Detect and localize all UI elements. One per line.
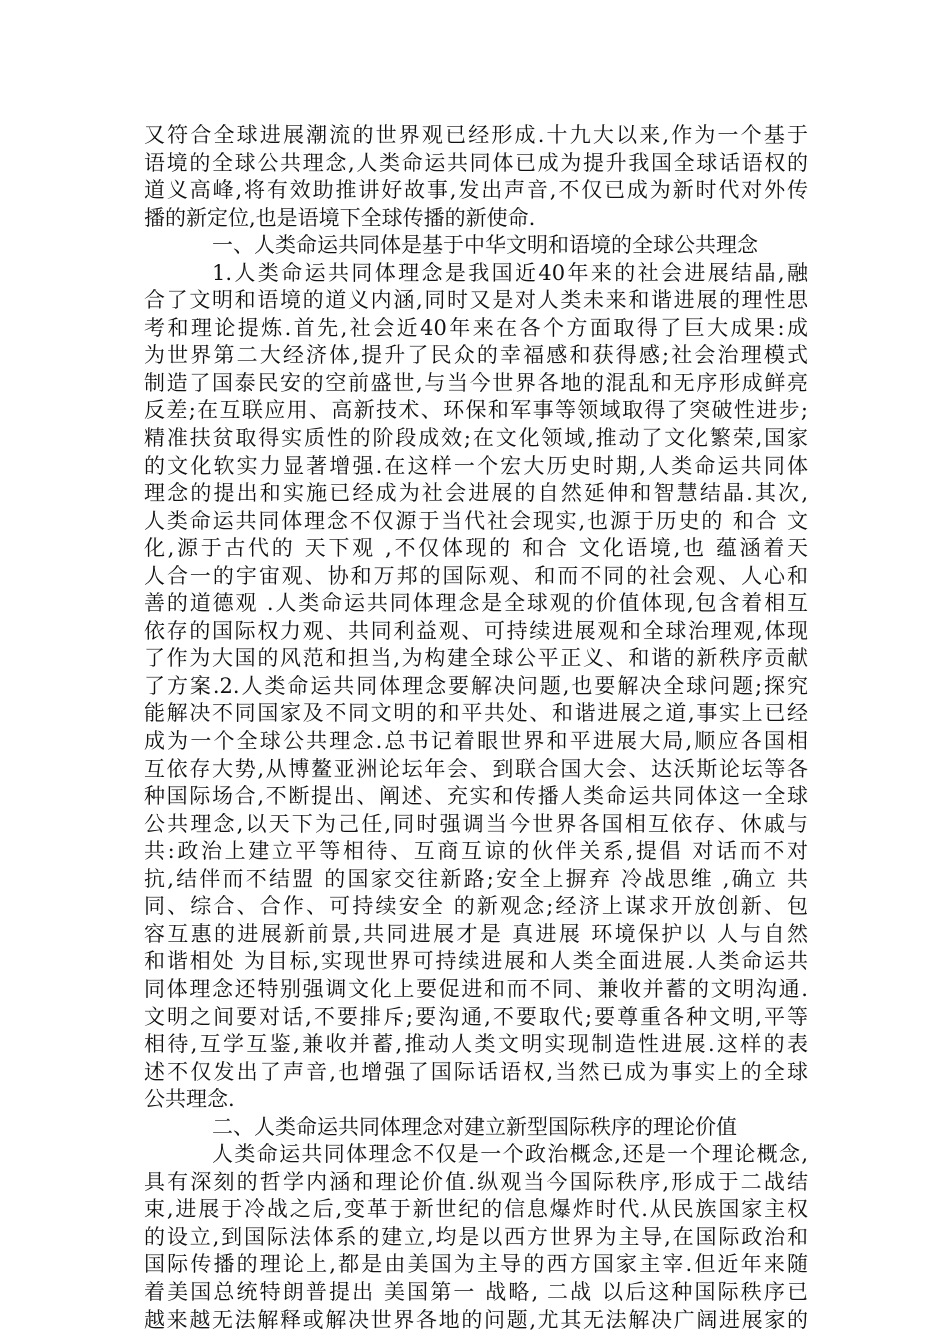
text-line: 同、综合、合作、可持续安全 的新观念;经济上谋求开放创新、包 xyxy=(144,894,808,919)
text-line: 制造了国泰民安的空前盛世,与当今世界各地的混乱和无序形成鲜亮 xyxy=(144,370,808,395)
document-page xyxy=(144,122,808,1334)
text-line: 公共理念. xyxy=(144,1087,235,1112)
text-line: 依存的国际权力观、共同利益观、可持续进展观和全球治理观,体现 xyxy=(144,618,808,643)
text-line: 考和理论提炼.首先,社会近40年来在各个方面取得了巨大成果:成 xyxy=(144,315,808,340)
text-line: 互依存大势,从博鳌亚洲论坛年会、到联合国大会、达沃斯论坛等各 xyxy=(144,756,808,781)
text-line: 播的新定位,也是语境下全球传播的新使命. xyxy=(144,205,536,230)
document-body xyxy=(144,122,808,1334)
text-line: 越来越无法解释或解决世界各地的问题,尤其无法解决广阔进展家的 xyxy=(144,1307,808,1332)
text-line: 种国际场合,不断提出、阐述、充实和传播人类命运共同体这一全球 xyxy=(144,784,808,809)
text-line: 人合一的宇宙观、协和万邦的国际观、和而不同的社会观、人心和 xyxy=(144,563,808,588)
text-line: 精准扶贫取得实质性的阶段成效;在文化领域,推动了文化繁荣,国家 xyxy=(144,426,808,451)
text-line: 述不仅发出了声音,也增强了国际话语权,当然已成为事实上的全球 xyxy=(144,1059,808,1084)
text-line: 善的道德观 .人类命运共同体理念是全球观的价值体现,包含着相互 xyxy=(144,591,808,616)
text-line: 国际传播的理论上,都是由美国为主导的西方国家主宰.但近年来随 xyxy=(144,1252,808,1277)
text-line: 反差;在互联应用、高新技术、环保和军事等领域取得了突破性进步; xyxy=(144,398,808,423)
text-line: 了方案.2.人类命运共同体理念要解决问题,也要解决全球问题;探究 xyxy=(144,673,808,698)
section-heading: 二、人类命运共同体理念对建立新型国际秩序的理论价值 xyxy=(212,1114,737,1139)
text-line: 的设立,到国际法体系的建立,均是以西方世界为主导,在国际政治和 xyxy=(144,1224,808,1249)
text-line: 成为一个全球公共理念.总书记着眼世界和平进展大局,顺应各国相 xyxy=(144,729,808,754)
text-line: 的文化软实力显著增强.在这样一个宏大历史时期,人类命运共同体 xyxy=(144,453,808,478)
text-line: 道义高峰,将有效助推讲好故事,发出声音,不仅已成为新时代对外传 xyxy=(144,178,808,203)
text-line: 文明之间要对话,不要排斥;要沟通,不要取代;要尊重各种文明,平等 xyxy=(144,1004,808,1029)
text-line: 语境的全球公共理念,人类命运共同体已成为提升我国全球话语权的 xyxy=(144,150,808,175)
text-line: 着美国总统特朗普提出 美国第一 战略, 二战 以后这种国际秩序已 xyxy=(144,1279,808,1304)
text-line: 能解决不同国家及不同文明的和平共处、和谐进展之道,事实上已经 xyxy=(144,701,808,726)
text-line: 理念的提出和实施已经成为社会进展的自然延伸和智慧结晶.其次, xyxy=(144,481,808,506)
text-line: 束,进展于冷战之后,变革于新世纪的信息爆炸时代.从民族国家主权 xyxy=(144,1197,808,1222)
text-line: 为世界第二大经济体,提升了民众的幸福感和获得感;社会治理模式 xyxy=(144,343,808,368)
text-line: 人类命运共同体理念不仅源于当代社会现实,也源于历史的 和合 文 xyxy=(144,508,808,533)
text-line: 合了文明和语境的道义内涵,同时又是对人类未来和谐进展的理性思 xyxy=(144,288,808,313)
text-line: 人类命运共同体理念不仅是一个政治概念,还是一个理论概念, xyxy=(212,1142,808,1167)
text-line: 化,源于古代的 天下观 ,不仅体现的 和合 文化语境,也 蕴涵着天 xyxy=(144,536,808,561)
text-line: 容互惠的进展新前景,共同进展才是 真进展 环境保护以 人与自然 xyxy=(144,921,808,946)
text-line: 1.人类命运共同体理念是我国近40年来的社会进展结晶,融 xyxy=(212,260,808,285)
text-line: 抗,结伴而不结盟 的国家交往新路;安全上摒弃 冷战思维 ,确立 共 xyxy=(144,866,808,891)
text-line: 具有深刻的哲学内涵和理论价值.纵观当今国际秩序,形成于二战结 xyxy=(144,1169,808,1194)
text-line: 同体理念还特别强调文化上要促进和而不同、兼收并蓄的文明沟通. xyxy=(144,976,808,1001)
text-line: 共:政治上建立平等相待、互商互谅的伙伴关系,提倡 对话而不对 xyxy=(144,839,808,864)
text-line: 公共理念,以天下为己任,同时强调当今世界各国相互依存、休戚与 xyxy=(144,811,808,836)
text-line: 和谐相处 为目标,实现世界可持续进展和人类全面进展.人类命运共 xyxy=(144,949,808,974)
section-heading: 一、人类命运共同体是基于中华文明和语境的全球公共理念 xyxy=(212,233,758,258)
text-line: 相待,互学互鉴,兼收并蓄,推动人类文明实现制造性进展.这样的表 xyxy=(144,1032,808,1057)
text-line: 又符合全球进展潮流的世界观已经形成.十九大以来,作为一个基于 xyxy=(144,123,808,147)
text-line: 了作为大国的风范和担当,为构建全球公平正义、和谐的新秩序贡献 xyxy=(144,646,808,671)
